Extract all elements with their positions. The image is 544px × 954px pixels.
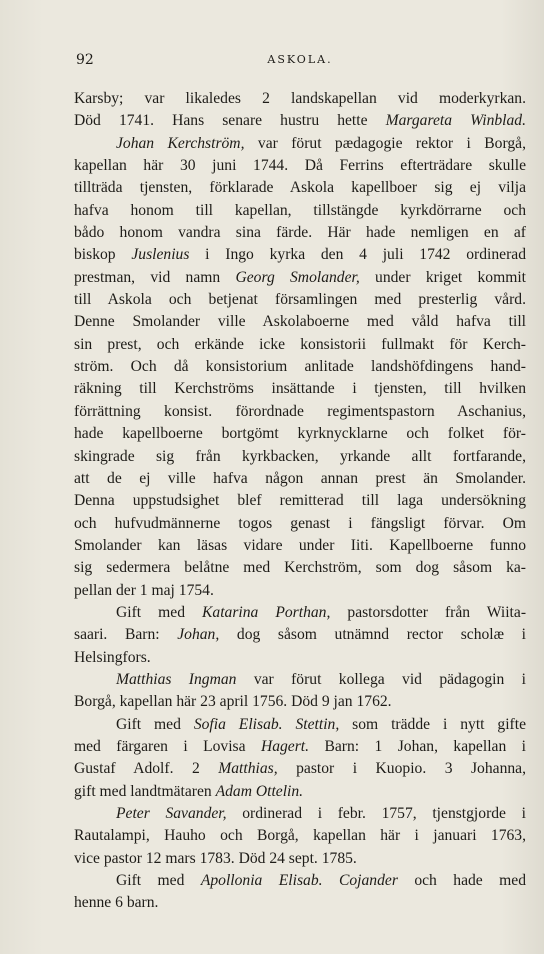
page-header — [76, 52, 524, 72]
running-title: ASKOLA. — [267, 53, 333, 66]
text-run: till Askola och betjenat församlingen med presterlig vård. — [74, 291, 526, 309]
page-number: 92 — [76, 52, 94, 68]
text-run: Smolander kan läsas vidare under Iiti. Kapellboerne funno — [74, 536, 526, 554]
italic-name: Adam Ottelin. — [215, 782, 304, 800]
text-run: vice pastor 12 mars 1783. Död 24 sept. 1785. — [74, 849, 357, 867]
text-run: förrättning konsist. förordnade regimentspastorn Aschanius, — [74, 402, 526, 420]
text-run: och hade med — [397, 872, 526, 890]
text-line — [74, 222, 526, 244]
text-line — [74, 557, 526, 579]
text-line — [74, 602, 526, 624]
text-line — [74, 580, 526, 602]
text-line — [74, 647, 526, 669]
text-run: tillträda tjensten, förklarade Askola kapellboer sig ej vilja — [74, 179, 526, 197]
text-run: sig sedermera belåtne med Kerchström, som dog såsom ka- — [74, 559, 526, 577]
text-run: dog såsom utnämnd rector scholæ i — [219, 626, 527, 644]
text-line — [74, 200, 526, 222]
text-run: skingrade sig från kyrkbacken, yrkande allt fortfarande, — [74, 447, 526, 465]
text-line — [74, 513, 526, 535]
text-run: hafva honom till kapellan, tillstängde kyrkdörrarne och — [74, 201, 526, 219]
text-line — [74, 446, 526, 468]
text-run: var förut kollega vid pädagogin i — [236, 670, 526, 688]
text-run: Borgå, kapellan här 23 april 1756. Död 9 jan 1762. — [74, 693, 392, 711]
text-run: bådo honom vandra sina färde. Här hade nemligen en af — [74, 224, 526, 242]
text-run: ström. Och då konsistorium anlitade landshöfdingens hand- — [74, 358, 526, 376]
text-run: Denne Smolander ville Askolaboerne med våld hafva till — [74, 313, 526, 331]
italic-name: Matthias Ingman — [116, 670, 237, 688]
italic-name: Hagert. — [260, 737, 310, 755]
text-line — [74, 825, 526, 847]
text-line — [74, 267, 526, 289]
text-run: Gift med — [116, 872, 201, 890]
text-run: Gift med — [116, 715, 194, 733]
text-run: Gift med — [116, 603, 203, 621]
text-line — [74, 356, 526, 378]
text-line — [74, 133, 526, 155]
italic-name: Georg Smolander, — [235, 268, 360, 286]
text-run: och hufvudmännerne togos genast i fängsligt förvar. Om — [74, 514, 526, 532]
text-run: pellan der 1 maj 1754. — [74, 581, 214, 599]
italic-name: Margareta Winblad. — [385, 112, 526, 130]
text-run: som trädde i nytt gifte — [339, 715, 526, 733]
text-line — [74, 289, 526, 311]
text-line — [74, 781, 526, 803]
text-line — [74, 624, 526, 646]
text-run: ordinerad i febr. 1757, tjenstgjorde i — [226, 805, 527, 822]
text-run: räkning till Kerchströms insättande i tjensten, till hvilken — [74, 380, 526, 398]
text-run: Karsby; var likaledes 2 landskapellan vid moderkyrkan. — [74, 90, 526, 107]
text-line — [74, 758, 526, 780]
text-line — [74, 490, 526, 512]
italic-name: Juslenius — [131, 246, 190, 264]
text-line — [74, 311, 526, 333]
text-run: med färgaren i Lovisa — [74, 737, 261, 755]
text-run: sin prest, och erkände icke konsistorii fullmakt för Kerch- — [74, 335, 526, 353]
text-line — [74, 110, 526, 132]
text-run: biskop — [74, 246, 132, 264]
text-line — [74, 736, 526, 758]
italic-name: Katarina Porthan, — [202, 603, 331, 621]
text-line — [74, 848, 526, 870]
text-run: Gustaf Adolf. 2 — [74, 760, 219, 778]
text-run: Barn: 1 Johan, kapellan i — [309, 737, 526, 755]
text-line — [74, 803, 526, 825]
italic-name: Johan Kerchström, — [116, 134, 245, 152]
body-text — [74, 88, 526, 915]
text-line — [74, 401, 526, 423]
text-line — [74, 423, 526, 445]
text-line — [74, 378, 526, 400]
text-line — [74, 535, 526, 557]
italic-name: Apollonia Elisab. Cojander — [200, 872, 398, 890]
text-line — [74, 334, 526, 356]
text-line — [74, 669, 526, 691]
italic-name: Sofia Elisab. Stettin, — [193, 715, 340, 733]
text-line — [74, 870, 526, 892]
text-run: under kriget kommit — [359, 268, 527, 286]
text-line — [74, 177, 526, 199]
text-run: i Ingo kyrka den 4 juli 1742 ordinerad — [189, 246, 526, 264]
text-line — [74, 892, 526, 914]
italic-name: Peter Savander, — [116, 805, 227, 822]
text-line — [74, 714, 526, 736]
text-line — [74, 155, 526, 177]
text-run: att de ej ville hafva någon annan prest än Smolander. — [74, 469, 526, 487]
text-run: saari. Barn: — [74, 626, 178, 644]
text-run: Helsingfors. — [74, 648, 151, 666]
text-run: kapellan här 30 juni 1744. Då Ferrins efterträdare skulle — [74, 157, 526, 175]
text-run: var förut pædagogie rektor i Borgå, — [244, 134, 527, 152]
italic-name: Matthias, — [218, 760, 278, 778]
text-run: pastorsdotter från Wiita- — [330, 603, 527, 621]
text-run: henne 6 barn. — [74, 894, 159, 912]
text-run: pastor i Kuopio. 3 Johanna, — [277, 760, 526, 778]
text-run: Rautalampi, Hauho och Borgå, kapellan här i januari 1763, — [74, 827, 526, 845]
italic-name: Johan, — [177, 626, 220, 644]
text-line — [74, 468, 526, 490]
text-run: gift med landtmätaren — [74, 782, 216, 800]
text-run: hade kapellboerne bortgömt kyrknycklarne och folket för- — [74, 425, 526, 443]
text-line — [74, 244, 526, 266]
text-line — [74, 88, 526, 110]
text-run: Död 1741. Hans senare hustru hette — [74, 112, 386, 130]
text-run: Denna uppstudsighet blef remitterad till laga undersökning — [74, 492, 526, 510]
text-run: prestman, vid namn — [74, 268, 236, 286]
text-line — [74, 691, 526, 713]
